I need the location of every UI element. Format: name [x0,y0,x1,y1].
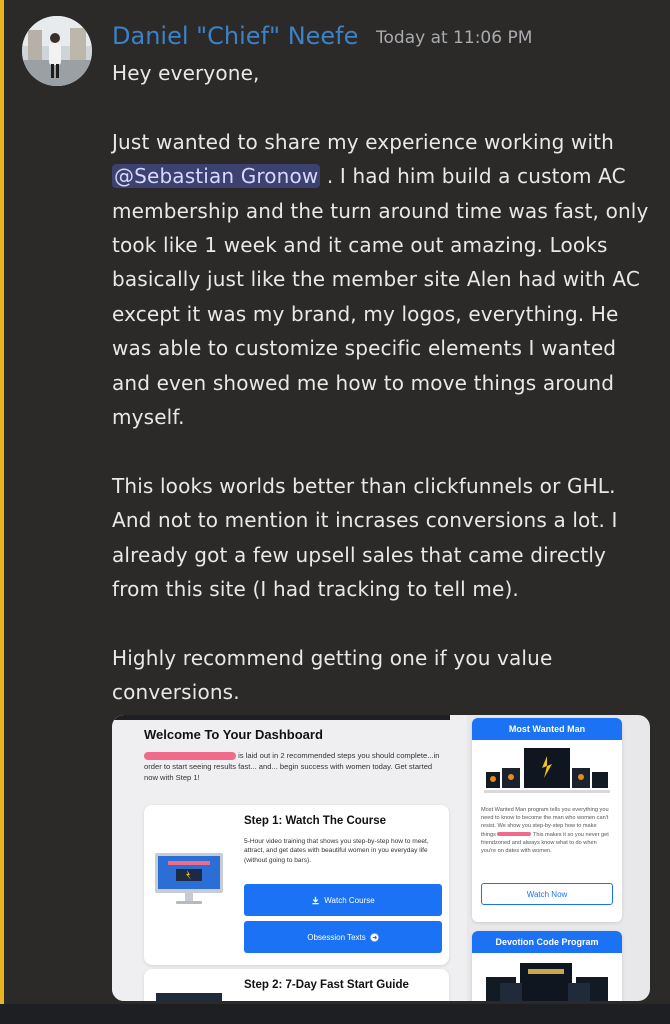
message-paragraph-1 [112,125,652,435]
dashboard-screenshot [112,715,467,1001]
avatar-photo [22,16,92,86]
redaction-mark-2 [497,832,531,836]
step1-card [144,805,449,965]
product-bundle-image [480,746,614,798]
monitor-icon [154,853,224,907]
avatar[interactable] [22,16,92,86]
message-greeting: Hey everyone, [112,61,260,85]
dashboard-intro [144,750,444,783]
watch-course-button[interactable] [244,884,442,916]
devotion-code-title: Devotion Code Program [472,931,622,953]
paragraph-1-lead: Just wanted to share my experience working with [112,129,614,154]
devotion-code-card [472,931,622,1001]
arrow-right-circle-icon [370,933,379,942]
message-timestamp: Today at 11:06 PM [376,28,533,48]
message-body [112,56,652,710]
obsession-texts-label: Obsession Texts [307,932,366,942]
most-wanted-description [481,806,613,855]
sidebar-desc-b: This makes it so you never get friendzoned and always know what to do when you're on dates with women. [481,831,609,855]
step1-description: 5-Hour video training that shows you step-by-step how to meet, attract, and get dates with beautiful women in you everyday life (without going to bars). [244,838,429,864]
most-wanted-card [472,718,622,922]
step1-title: Step 1: Watch The Course [244,815,387,827]
dashboard-sidebar [472,715,622,1001]
dashboard-intro-text: is laid out in 2 recommended steps you should complete...in order to start seeing results fast... and... begin success with women today. Get started now with Step 1! [144,751,440,782]
bottom-bar [0,1004,670,1024]
paragraph-1-rest: . I had him build a custom AC membership and the turn around time was fast, only took like 1 week and it came out amazing. Looks basically just like the member site Alen had with AC except it was my brand, my logos, everything. He was able to customize specific elements I wanted and even showed me how to move things around myself. [112,164,649,430]
download-icon [311,896,320,905]
sidebar-desc-a: Most Wanted Man program tells you everything you need to know to become the man who women can't resist. We show you step-by-step how to make things [481,807,609,838]
message-paragraph-2: This looks worlds better than clickfunnels or GHL. And not to mention it incrases conversions a lot. I already got a few upsell sales that came directly from this site (I had tracking to tell me). [112,473,618,602]
redaction-mark [144,752,236,760]
obsession-texts-button[interactable] [244,921,442,953]
dashboard-title: Welcome To Your Dashboard [144,727,323,742]
step2-thumbnail [156,993,222,1001]
image-attachment[interactable] [112,715,650,1001]
message-paragraph-3: Highly recommend getting one if you value conversions. [112,645,553,705]
message-author[interactable]: Daniel "Chief" Neefe [112,22,359,50]
step2-title: Step 2: 7-Day Fast Start Guide [244,979,409,991]
most-wanted-title: Most Wanted Man [472,718,622,740]
dashboard-top-bar [112,715,450,720]
highlight-bar [0,0,4,1024]
devotion-product-image [480,959,614,1001]
step2-card [144,969,449,1001]
watch-now-button[interactable]: Watch Now [481,883,613,905]
watch-course-label: Watch Course [324,895,375,905]
user-mention[interactable]: @Sebastian Gronow [114,164,319,189]
